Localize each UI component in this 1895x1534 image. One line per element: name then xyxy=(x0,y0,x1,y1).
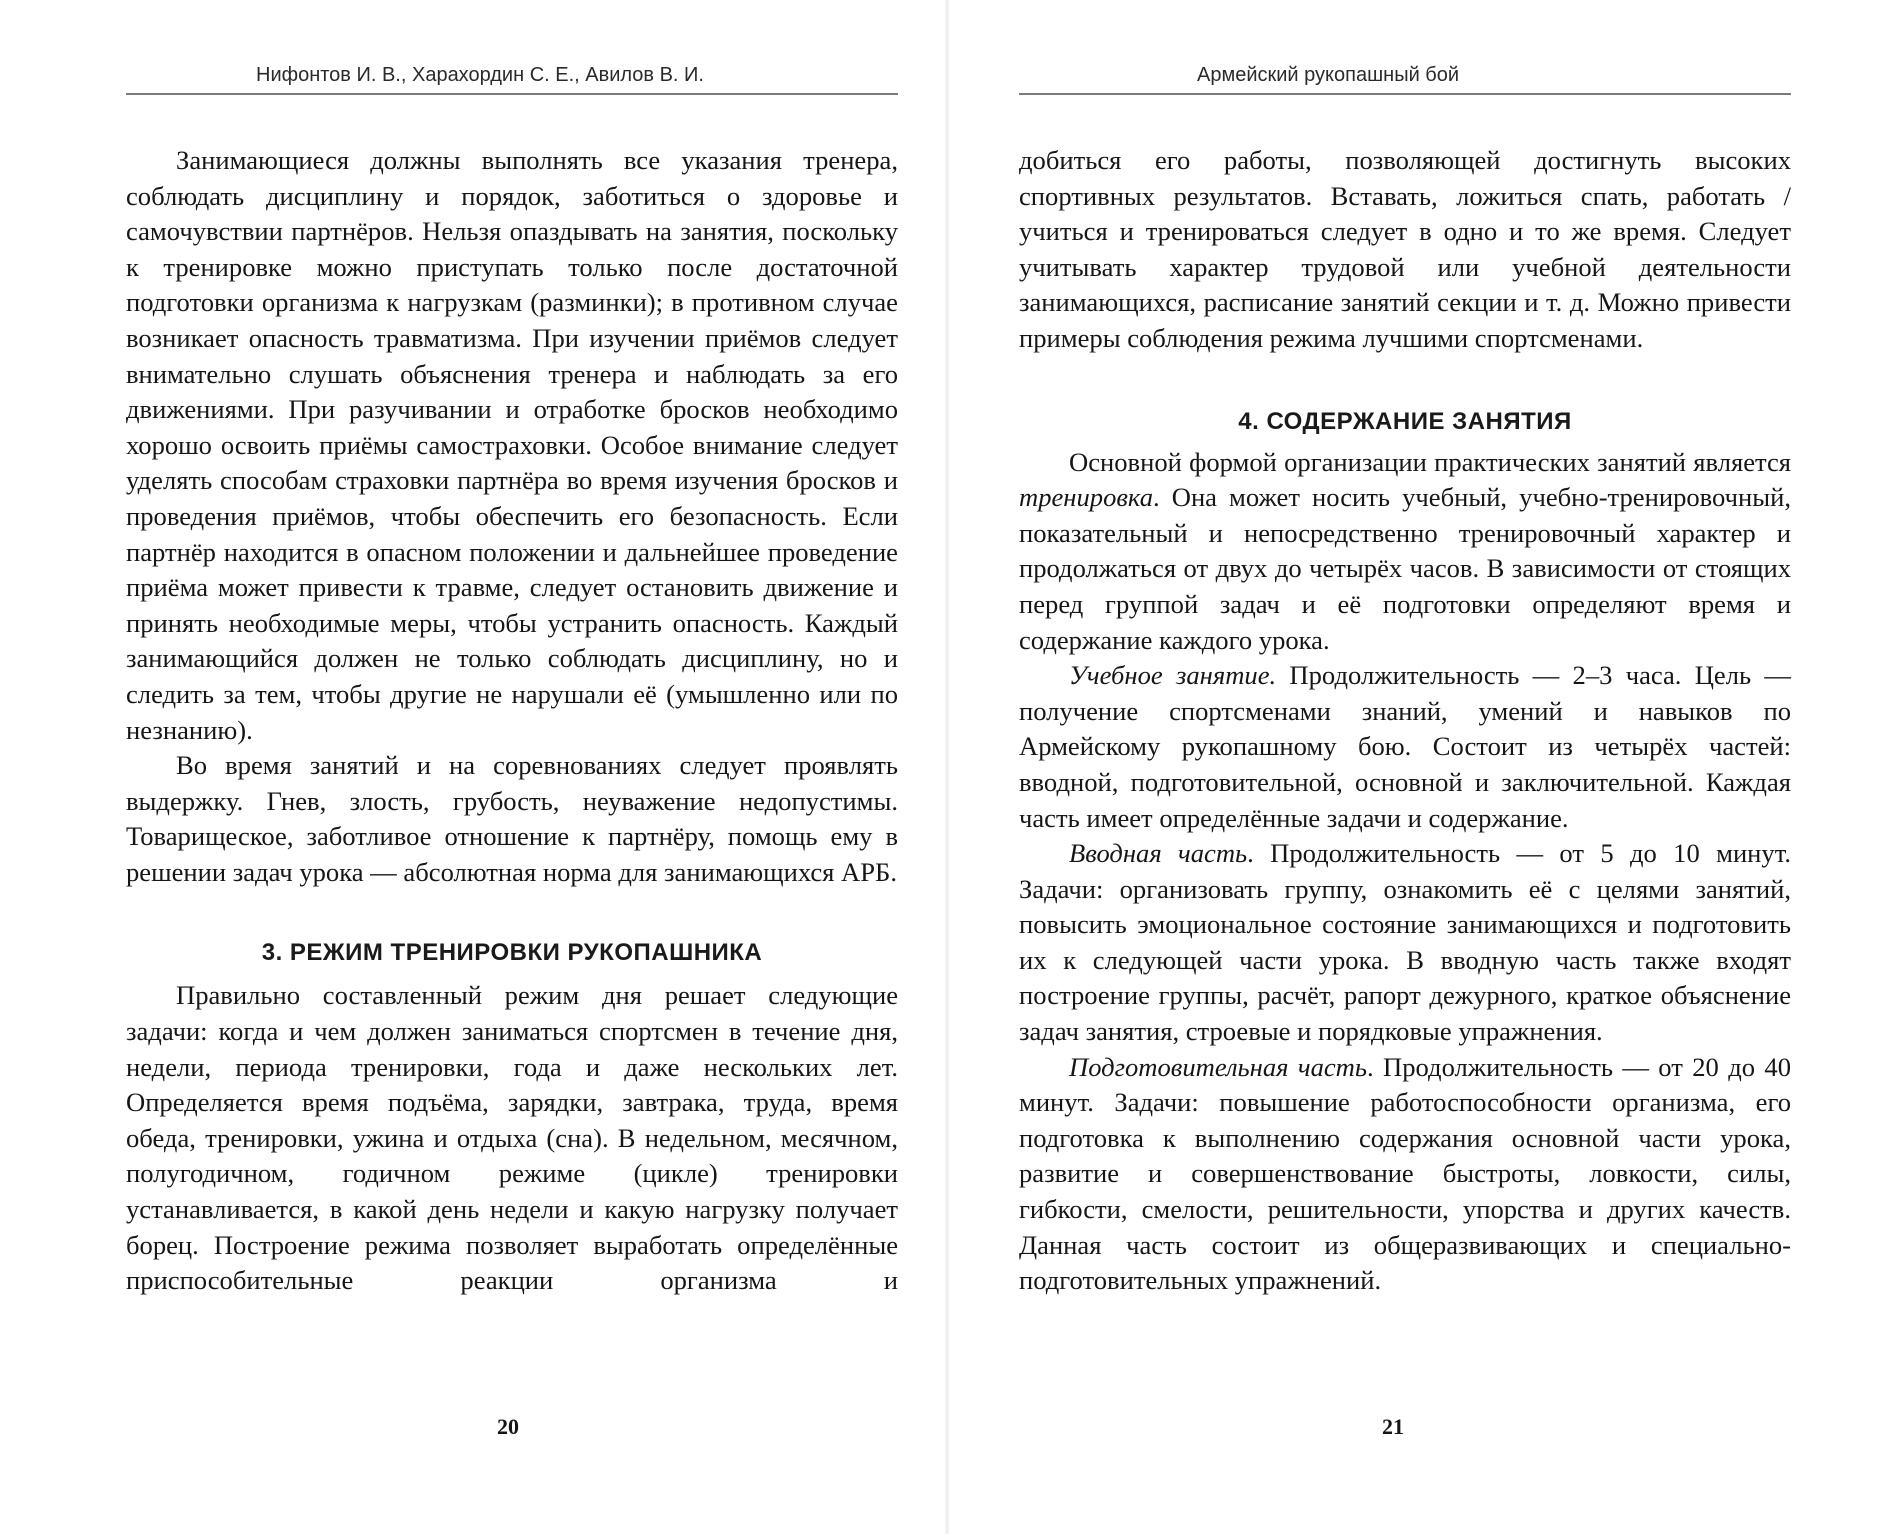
preparatory-part-term: Подготовительная часть xyxy=(1069,1051,1367,1082)
left-text-block xyxy=(126,143,898,1299)
introductory-part-term: Вводная часть xyxy=(1069,838,1248,869)
left-page-number: 20 xyxy=(497,1414,519,1439)
section-4-heading: 4. СОДЕРЖАНИЕ ЗАНЯТИЯ xyxy=(1238,407,1572,435)
introductory-part-text: . Продолжительность — от 5 до 10 минут. Задачи: организовать группу, ознакомить её с целями занятий, повысить эмоциональное состояние занимающихся и подготовить их к следующей части урока. В вводную часть также входят построение группы, расчёт, рапорт дежурного, краткое объяснение задач занятия, строевые и порядковые упражнения. xyxy=(1019,838,1791,1047)
right-header-rule xyxy=(1019,93,1791,95)
right-text-block xyxy=(1019,143,1791,1299)
educational-lesson-paragraph xyxy=(1019,658,1791,836)
training-form-text-start: Основной формой организации практических занятий является xyxy=(1069,446,1791,477)
left-page xyxy=(0,0,947,1534)
training-form-paragraph xyxy=(1019,445,1791,659)
section-3-paragraph: Правильно составленный режим дня решает следующие задачи: когда и чем должен заниматься спортсмен в течение дня, недели, периода тренировки, года и даже нескольких лет. Определяется время подъёма, зарядки, завтрака, труда, время обеда, тренировки, ужина и отдыха (сна). В недельном, месячном, полугодичном, годичном режиме (цикле) тренировки устанавливается, в какой день недели и какую нагрузку получает борец. Построение режима позволяет выработать определённые приспособительные реакции организма и xyxy=(126,980,898,1296)
training-form-text-end: . Она может носить учебный, учебно-тренировочный, показательный и непосредственно тренировочный характер и продолжаться от двух до четырёх часов. В зависимости от стоящих перед группой задач и её подготовки определяют время и содержание каждого урока. xyxy=(1019,482,1791,655)
left-running-head: Нифонтов И. В., Харахордин С. Е., Авилов В. И. xyxy=(256,64,704,86)
left-paragraph-2: Во время занятий и на соревнованиях следует проявлять выдержку. Гнев, злость, грубость, неуважение недопустимы. Товарищеское, заботливое отношение к партнёру, помощь ему в решении задач урока — абсолютная норма для занимающихся АРБ. xyxy=(126,750,898,887)
right-page xyxy=(947,0,1895,1534)
section-3-heading: 3. РЕЖИМ ТРЕНИРОВКИ РУКОПАШНИКА xyxy=(261,939,763,967)
right-running-head: Армейский рукопашный бой xyxy=(1197,64,1460,86)
right-page-number: 21 xyxy=(1382,1414,1404,1439)
preparatory-part-text: . Продолжительность — от 20 до 40 минут. Задачи: повышение работоспособности организма, его подготовка к выполнению содержания основной части урока, развитие и совершенствование быстроты, ловкости, силы, гибкости, смелости, решительности, упорства и других качеств. Данная часть состоит из общеразвивающих и специально-подготовительных упражнений. xyxy=(1019,1051,1791,1296)
preparatory-part-paragraph xyxy=(1019,1050,1791,1299)
educational-lesson-text: Продолжительность — 2–3 часа. Цель — получение спортсменами знаний, умений и навыков по Армейскому рукопашному бою. Состоит из четырёх частей: вводной, подготовительной, основной и заключительной. Каждая часть имеет определённые задачи и содержание. xyxy=(1019,660,1791,833)
left-paragraph-1: Занимающиеся должны выполнять все указания тренера, соблюдать дисциплину и порядок, заботиться о здоровье и самочувствии партнёров. Нельзя опаздывать на занятия, поскольку к тренировке можно приступать только после достаточной подготовки организма к нагрузкам (разминки); в противном случае возникает опасность травматизма. При изучении приёмов следует внимательно слушать объяснения тренера и наблюдать за его движениями. При разучивании и отработке бросков необходимо хорошо освоить приёмы самостраховки. Особое внимание следует уделять способам страховки партнёра во время изучения бросков и проведения приёмов, чтобы обеспечить его безопасность. Если партнёр находится в опасном положении и дальнейшее проведение приёма может привести к травме, следует остановить движение и принять необходимые меры, чтобы устранить опасность. Каждый занимающийся должен не только соблюдать дисциплину, но и следить за тем, чтобы другие не нарушали её (умышленно или по незнанию). xyxy=(126,145,898,745)
educational-lesson-term: Учебное занятие. xyxy=(1069,660,1277,691)
right-continuation-paragraph: добиться его работы, позволяющей достигнуть высоких спортивных результатов. Вставать, ложиться спать, работать / учиться и тренироваться следует в одно и то же время. Следует учитывать характер трудовой или учебной деятельности занимающихся, расписание занятий секции и т. д. Можно привести примеры соблюдения режима лучшими спортсменами. xyxy=(1019,145,1791,353)
training-term: тренировка xyxy=(1019,482,1154,513)
introductory-part-paragraph xyxy=(1019,836,1791,1050)
left-header-rule xyxy=(126,93,898,95)
